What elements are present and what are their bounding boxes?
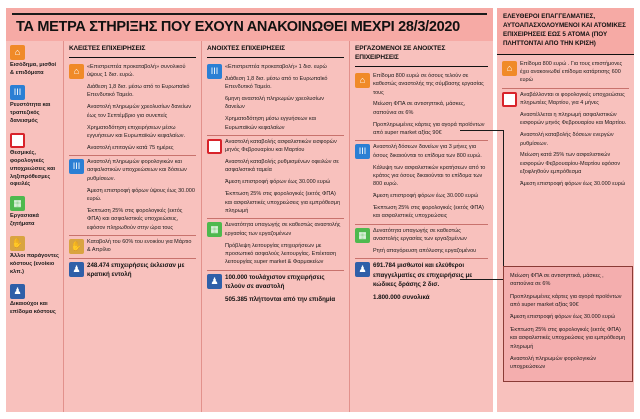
measure-block (69, 259, 196, 283)
main-panel (6, 8, 493, 412)
hand-coin-icon (69, 239, 84, 254)
bullet-item: Επίδομα 800 ευρώ . Για τους επιστήμονες έχει ανακοινωθεί επίδομα κατάρτισης 600 ευρώ (520, 60, 623, 84)
bullet-item: Αναστολή καταβολής ασφαλιστικών εισφορών μηνός Φεβρουαρίου και Μαρτίου (225, 138, 337, 154)
bullet-group (225, 221, 344, 267)
people-icon (10, 284, 25, 299)
bank-icon-glyph: ΙΙΙ (210, 65, 219, 76)
measure-block (207, 61, 344, 136)
column-open-businesses (202, 41, 350, 412)
people-icon-glyph: ♟ (358, 264, 367, 275)
sidebar-item-3[interactable] (10, 133, 61, 190)
sidebar-item-label: Ρευστότητα και τραπεζικός δανεισμός (10, 101, 51, 124)
bullet-item: Χρηματοδότηση μέσω εγγυήσεων και Ευρωπαϊκών κεφαλαίων (225, 116, 316, 131)
bullet-item: Άμεση επιστροφή φόρων ύψους έως 30.000 ευρώ. (87, 187, 195, 203)
bullet-item: Επίδομα 800 ευρώ σε όσους τελούν σε καθεστώς αναστολής της σύμβασης εργασίας τους (373, 72, 484, 96)
document-icon (502, 92, 517, 107)
bullet-item: Διάθεση 1,8 δισ. μέσω από το Ευρωπαϊκό Επενδυτικό Ταμείο. (225, 75, 328, 91)
people-icon (355, 262, 370, 277)
sidebar-item-2[interactable] (10, 85, 61, 126)
bullet-item: Δυνατότητα υπαγωγής σε καθεστώς αναστολής εργασίας των εργαζομένων (373, 227, 467, 243)
house-icon-glyph: ⌂ (14, 47, 21, 57)
house-icon-glyph: ⌂ (73, 65, 80, 76)
bullet-item: Μείωση κατά 25% των ασφαλιστικών εισφορών Φεβρουαρίου-Μαρτίου εφόσον εξοφληθούν εμπρόθεσμα (520, 152, 621, 176)
bullet-item: Έκπτωση 25% στις φορολογικές (εκτός ΦΠΑ) και ασφαλιστικές υποχρεώσεις, εφόσον πληρωθούν στην ώρα τους (87, 207, 183, 231)
people-icon-glyph: ♟ (72, 263, 81, 274)
bullet-item: 6μηνη αναστολή πληρωμών χρεολυσίων δανείων (225, 95, 324, 111)
bullet-item: Ρητή απαγόρευση απόλυσης εργαζομένου (373, 247, 477, 254)
house-icon-glyph: ⌂ (359, 74, 366, 85)
body-grid (6, 41, 493, 412)
house-icon (10, 45, 25, 60)
house-icon-glyph: ⌂ (506, 62, 513, 73)
bullet-group (87, 158, 196, 233)
measure-block (69, 61, 196, 156)
bullet-item: Έκπτωση 25% στις φορολογικές (εκτός ΦΠΑ) και ασφαλιστικές υποχρεώσεις για εμπρόθεσμη πληρωμή (225, 191, 341, 214)
bank-icon (207, 64, 222, 79)
bullet-item: Δυνατότητα υπαγωγής σε καθεστώς αναστολής εργασίας των εργαζομένων (225, 222, 341, 237)
bullet-item: Αναστολή δόσεων δανείων για 3 μήνες για όσους δικαιούνται το επίδομα των 800 ευρώ. (373, 144, 482, 159)
sidebar-item-4[interactable] (10, 196, 61, 229)
bullet-item: Άμεση επιστροφή φόρων έως 30.000 ευρώ (225, 179, 331, 186)
house-icon (502, 61, 517, 76)
measure-block (207, 271, 344, 308)
sidebar-item-label: Θεσμικές, φορολογικές υποχρεώσεις και ληξιπρόθεσμες οφειλές (10, 149, 56, 188)
sidebar-item-1[interactable] (10, 45, 61, 78)
people-icon-glyph: ♟ (13, 286, 22, 297)
callout-bullet: Προπληρωμένες κάρτες για αγορά προϊόντων από super market αξίας 90€ (510, 293, 622, 309)
bullet-item: Άμεση επιστροφή φόρων έως 30.000 ευρώ (520, 181, 626, 188)
measure-block (69, 156, 196, 236)
document-icon-glyph (12, 135, 23, 146)
category-sidebar (6, 41, 64, 412)
bullet-item: 1.800.000 συνολικά (373, 294, 430, 302)
bank-icon-glyph: ΙΙΙ (358, 146, 367, 157)
sidebar-item-label: Εισόδημα, μισθοί & επιδόματα (10, 62, 57, 76)
calendar-icon-glyph: ▦ (13, 198, 22, 209)
measure-block (207, 219, 344, 270)
bank-icon (69, 159, 84, 174)
bullet-group (225, 63, 344, 133)
bullet-item: 100.000 τουλάχιστον επιχειρήσεις τελούν σε αναστολή (225, 273, 325, 290)
connector-elbow (460, 130, 504, 280)
column-heading: ΑΝΟΙΧΤΕΣ ΕΠΙΧΕΙΡΗΣΕΙΣ (207, 45, 344, 58)
bank-icon (10, 85, 25, 100)
bullet-item: Αναστολή πληρωμών φορολογικών και ασφαλιστικών υποχρεώσεων και δόσεων ρυθμίσεων. (87, 159, 187, 182)
bullet-item: Καταβολή του 60% του ενοικίου για Μάρτιο & Απρίλιο (87, 239, 192, 254)
document-icon (10, 133, 25, 148)
house-icon (355, 73, 370, 88)
bullet-group (520, 91, 629, 190)
measure-block (69, 236, 196, 259)
bank-icon (355, 144, 370, 159)
bullet-item: Προπληρωμένες κάρτες για αγορά προϊόντων από super market αξίας 90€ (373, 121, 485, 136)
page-title: ΤΑ ΜΕΤΡΑ ΣΤΗΡΙΞΗΣ ΠΟΥ ΕΧΟΥΝ ΑΝΑΚΟΙΝΩΘΕΙ ΜΕΧΡΙ 28/3/2020 (16, 18, 460, 35)
measure-block (502, 58, 629, 89)
hand-coin-icon (10, 236, 25, 251)
document-icon (207, 139, 222, 154)
column-closed-businesses (64, 41, 202, 412)
sidebar-item-6[interactable] (10, 284, 61, 317)
bullet-item: Μείωση ΦΠΑ σε αντισηπτικά, μάσκες, σαπούνια σε 6% (373, 101, 466, 116)
calendar-icon (207, 222, 222, 237)
bullet-group (87, 63, 196, 153)
column-heading: ΕΡΓΑΖΟΜΕΝΟΙ ΣΕ ΑΝΟΙΧΤΕΣ ΕΠΙΧΕΙΡΗΣΕΙΣ (355, 45, 488, 67)
sidebar-item-5[interactable] (10, 236, 61, 277)
bullet-item: Κάλυψη των ασφαλιστικών κρατήσεων από το κράτος για όσους δικαιούνται το επίδομα των 800 ευρώ. (373, 164, 486, 188)
bullet-item: Διάθεση 1,8 δισ. μέσω από το Ευρωπαϊκό Επενδυτικό Ταμείο. (87, 84, 190, 99)
bullet-item: Αναστολή επιταγών κατά 75 ημέρες (87, 144, 174, 151)
bullet-group (520, 60, 629, 86)
bullet-group (373, 72, 488, 139)
callout-box (503, 266, 633, 382)
callout-bullet: Έκπτωση 25% στις φορολογικές (εκτός ΦΠΑ) και ασφαλιστικές υποχρεώσεις για εμπρόθεσμη πληρωμή (510, 326, 626, 350)
bullet-item: Αναστολή καταβολής δόσεων ενεργών ρυθμίσεων. (520, 132, 614, 147)
bullet-group (225, 138, 344, 216)
bullet-group (87, 261, 196, 281)
bullet-item: Χρηματοδότηση επιχειρήσεων μέσω εγγυήσεων και Ευρωπαϊκών κεφαλαίων. (87, 124, 186, 139)
people-icon (207, 274, 222, 289)
callout-bullet: Μείωση ΦΠΑ σε αντισηπτικά, μάσκες , σαπούνια σε 6% (510, 273, 604, 288)
house-icon (69, 64, 84, 79)
bullet-item: «Επιστρεπτέα προκαταβολή» 1 δισ. ευρώ (225, 63, 327, 70)
bullet-group (225, 273, 344, 306)
calendar-icon (10, 196, 25, 211)
sidebar-item-label: Εργασιακά ζητήματα (10, 213, 39, 228)
measure-block (207, 136, 344, 219)
bullet-item: 505.385 πλήττονται από την επιδημία (225, 295, 336, 303)
people-icon (69, 262, 84, 277)
calendar-icon-glyph: ▦ (210, 224, 219, 235)
bullet-item: Έκπτωση 25% στις φορολογικές (εκτός ΦΠΑ) και ασφαλιστικές υποχρεώσεις (373, 204, 484, 220)
hand-coin-icon-glyph: ✋ (70, 241, 83, 251)
calendar-icon-glyph: ▦ (358, 229, 367, 240)
bullet-item: 248.474 επιχειρήσεις έκλεισαν με κρατική εντολή (87, 261, 185, 279)
people-icon-glyph: ♟ (210, 275, 219, 286)
bank-icon-glyph: ΙΙΙ (13, 86, 22, 97)
bullet-item: Άμεση επιστροφή φόρων έως 30.000 ευρώ (373, 193, 479, 200)
hand-coin-icon-glyph: ✋ (11, 238, 24, 249)
bullet-group (87, 238, 196, 256)
right-panel-body (497, 55, 634, 192)
bullet-item: Πρόβλεψη λειτουργίας επιχειρήσεων με προσωπικό ασφαλούς λειτουργίας. Επέκταση λειτουργίας super market & Φαρμακείων (225, 242, 337, 266)
bank-icon-glyph: ΙΙΙ (72, 161, 81, 172)
bullet-item: Αναβάλλονται οι φορολογικές υποχρεώσεις πληρωτέες Μαρτίου, για 4 μήνες (520, 91, 625, 107)
calendar-icon (355, 228, 370, 243)
sidebar-item-label: Δικαιούχοι και επίδομα κόστους (10, 301, 56, 315)
callout-bullet: Άμεση επιστροφή φόρων έως 30.000 ευρώ (510, 314, 616, 321)
bullet-item: Αναστολή καταβολής ρυθμισμένων οφειλών σε ασφαλιστικά ταμεία (225, 159, 339, 174)
document-icon-glyph (504, 94, 515, 105)
title-bar (6, 8, 493, 41)
title-rule (12, 13, 487, 15)
bullet-item: 691.784 μισθωτοί και ελεύθεροι επαγγελματίες σε επιχειρήσεις με κώδικες δράσης 2 δισ. (373, 262, 473, 289)
bullet-item: Αναστολή πληρωμών χρεολυσίων δανείων έως τον Σεπτέμβριο για συνεπείς (87, 104, 191, 119)
bullet-item: Αναστέλλεται η πληρωμή ασφαλιστικών εισφορών μηνός Φεβρουαρίου και Μαρτίου. (520, 112, 627, 127)
document-icon-glyph (209, 141, 220, 152)
callout-bullet: Αναστολή πληρωμών φορολογικών υποχρεώσεων (510, 355, 597, 371)
bullet-item: «Επιστρεπτέα προκαταβολή» συνολικού ύψους 1 δισ. ευρώ. (87, 63, 186, 79)
measure-block (502, 89, 629, 192)
sidebar-item-label: Άλλοι παράγοντες κόστους (ενοίκιο κλπ.) (10, 253, 59, 276)
right-panel-heading: ΕΛΕΥΘΕΡΟΙ ΕΠΑΓΓΕΛΜΑΤΙΕΣ, ΑΥΤΟΑΠΑΣΧΟΛΟΥΜΕΝΟΙ ΚΑΙ ΑΤΟΜΙΚΕΣ ΕΠΙΧΕΙΡΗΣΕΙΣ ΕΩΣ 5 ΑΤΟΜΑ (ΠΟΥ ΠΛΗΤΤΟΝΤΑΙ ΑΠΟ ΤΗΝ ΚΡΙΣΗ) (497, 8, 634, 55)
column-heading: ΚΛΕΙΣΤΕΣ ΕΠΙΧΕΙΡΗΣΕΙΣ (69, 45, 196, 58)
